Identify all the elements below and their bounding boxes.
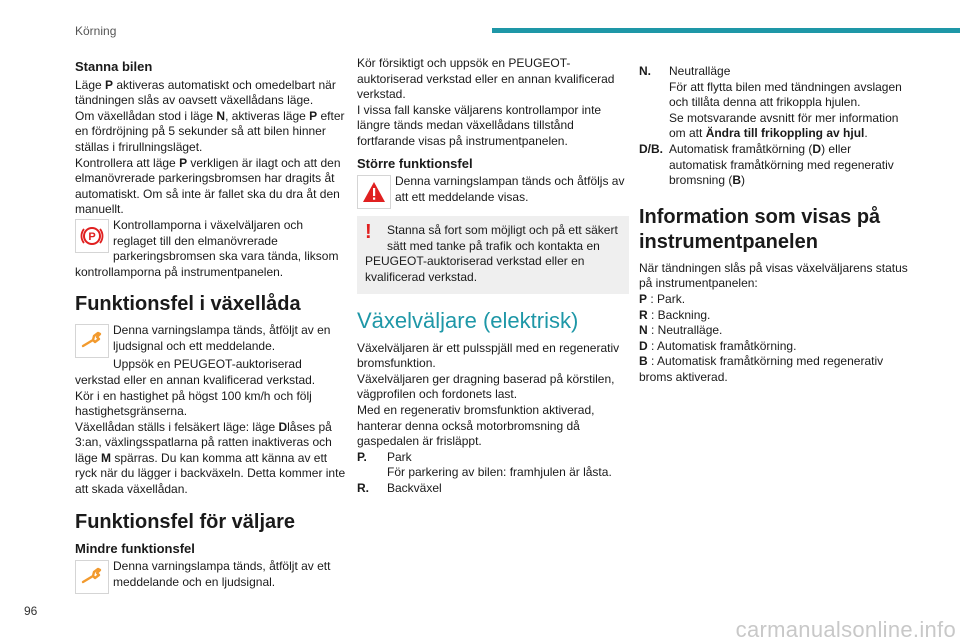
parking-brake-warning-icon xyxy=(75,219,109,253)
status-line-reverse: R : Backning. xyxy=(639,307,711,322)
minor-fault-note xyxy=(75,559,347,593)
status-line-neutral: N : Neutralläge. xyxy=(639,323,723,338)
gearbox-fault-note xyxy=(75,323,347,357)
header-accent-bar xyxy=(492,28,960,33)
watermark: carmanualsonline.info xyxy=(735,617,956,640)
status-line-drive: D : Automatisk framåtkörning. xyxy=(639,338,797,353)
parking-brake-note xyxy=(75,218,347,280)
major-fault-note-text: Denna varningslampan tänds och åtföljs av att ett meddelande visas. xyxy=(395,174,625,204)
paragraph-gearbox-3: Växellådan ställs i felsäkert läge: läge Dlåses på 3:an, växlingsspatlarna på ratten inaktiveras och läge M spärras. Du kan komma att känna av ett ryck när du lägger i backväxeln. Detta kommer inte att skada växellådan. xyxy=(75,419,346,497)
paragraph-stop-2: Om växellådan stod i läge N, aktiveras läge P efter en fördröjning på 5 sekunder så att bilen hinner ställas i frirullningsläget. xyxy=(75,108,345,154)
heading-stop-car: Stanna bilen xyxy=(75,59,153,74)
minor-fault-note-text: Denna varningslampa tänds, åtföljt av ett meddelande och en ljudsignal. xyxy=(113,559,331,589)
heading-selector-fault: Funktionsfel för väljare xyxy=(75,510,296,533)
paragraph-gearbox-2: Kör i en hastighet på högst 100 km/h och följ hastighetsgränserna. xyxy=(75,388,312,419)
heading-instrument-info: Information som visas på instrumentpanelen xyxy=(639,205,881,253)
heading-gearbox-fault: Funktionsfel i växellåda xyxy=(75,293,301,316)
warning-exclamation-icon: ! xyxy=(365,221,372,244)
paragraph-workshop: Kör försiktigt och uppsök en PEUGEOT-auktoriserad verkstad eller en annan kvalificerad verkstad. xyxy=(357,56,615,102)
paragraph-electric-1: Växelväljaren är ett pulsspjäll med en regenerativ bromsfunktion. xyxy=(357,340,620,371)
heading-minor-fault: Mindre funktionsfel xyxy=(75,540,195,556)
paragraph-stop-3: Kontrollera att läge P verkligen är ilagt och att den elmanövrerade parkeringsbromsen har dragits åt automatiskt. Om så inte är fallet ska du dra åt den manuellt. xyxy=(75,155,341,217)
major-fault-note xyxy=(357,174,629,208)
heading-electric-selector: Växelväljare (elektrisk) xyxy=(357,307,579,333)
wrench-icon xyxy=(75,324,109,358)
page-number: 96 xyxy=(24,604,38,618)
column-middle xyxy=(357,56,629,496)
paragraph-instrument-intro: När tändningen slås på visas växelväljarens status på instrumentpanelen: xyxy=(639,260,908,291)
definition-reverse: R. Backväxel xyxy=(357,480,442,495)
definition-drive-brake: D/B. Automatisk framåtkörning (D) eller automatisk framåtkörning med regenerativ bromsning (B) xyxy=(639,141,894,188)
paragraph-electric-3: Med en regenerativ bromsfunktion aktiverad, hanterar denna också motorbromsning då gaspedalen är frisläppt. xyxy=(357,402,595,449)
status-line-brake: B : Automatisk framåtkörning med regenerativ broms aktiverad. xyxy=(639,354,884,384)
column-right xyxy=(639,56,911,386)
svg-text:P: P xyxy=(88,230,96,243)
paragraph-stop-1: Läge P aktiveras automatiskt och omedelbart när tändningen slås av oavsett växellådans läge. xyxy=(75,77,336,108)
status-line-park: P : Park. xyxy=(639,291,686,306)
gearbox-fault-note-text: Denna varningslampa tänds, åtföljt av en ljudsignal och ett meddelande. xyxy=(113,323,331,353)
column-left xyxy=(75,56,347,596)
definition-neutral: N. Neutralläge För att flytta bilen med tändningen avslagen och tillåta denna att frikoppla hjulen. Se motsvarande avsnitt för mer information om att Ändra till frikoppling av hjul. xyxy=(639,64,902,141)
warning-box xyxy=(357,216,629,293)
running-header: Körning xyxy=(75,24,117,38)
parking-brake-note-text: Kontrollamporna i växelväljaren och reglaget till den elmanövrerade parkeringsbromsen ska vara tända, liksom kontrollamporna på instrumentpanelen. xyxy=(75,217,339,279)
paragraph-electric-2: Växelväljaren ger dragning baserad på körstilen, vägprofilen och fordonets last. xyxy=(357,371,615,402)
paragraph-selector-lamps: I vissa fall kanske väljarens kontrollampor inte längre tänds medan växellådans tillstånd fortfarande visas på instrumentpanelen. xyxy=(357,102,602,148)
paragraph-gearbox-1: Uppsök en PEUGEOT-auktoriserad verkstad eller en annan kvalificerad verkstad. xyxy=(75,357,316,387)
warning-box-text: Stanna så fort som möjligt och på ett säkert sätt med tanke på trafik och kontakta en PEUGEOT-auktoriserad verkstad eller en kvalificerad verkstad. xyxy=(365,223,618,284)
red-warning-triangle-icon xyxy=(357,175,391,209)
heading-major-fault: Större funktionsfel xyxy=(357,155,473,171)
definition-park: P. Park För parkering av bilen: framhjulen är låsta. xyxy=(357,449,612,480)
wrench-icon xyxy=(75,560,109,594)
